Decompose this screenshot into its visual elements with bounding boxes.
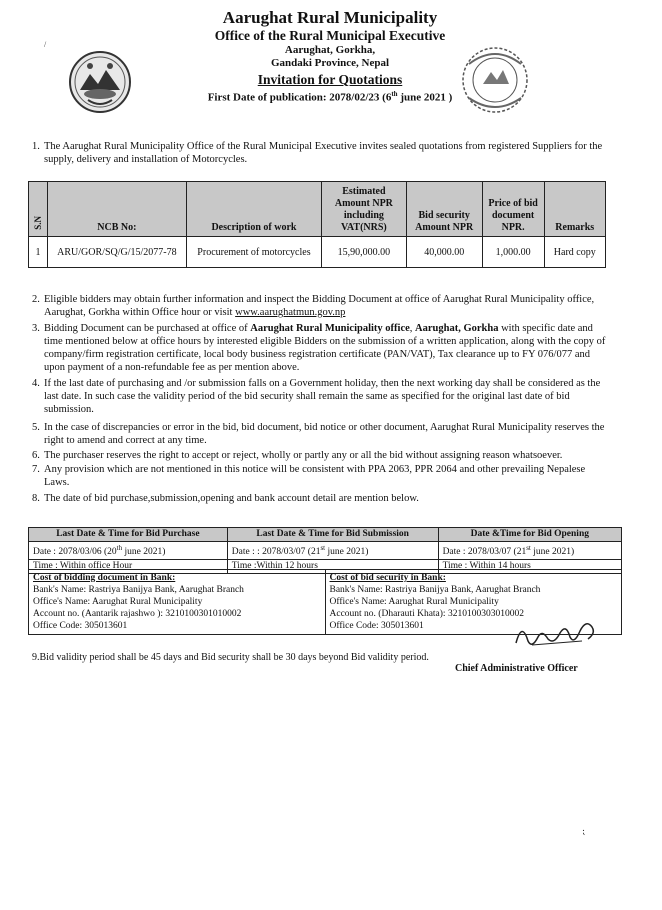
publication-date: First Date of publication: 2078/02/23 (6th june 2021 ) xyxy=(207,90,453,104)
price-header: Price of bid document NPR. xyxy=(482,182,544,237)
notice-item-2: 2. Eligible bidders may obtain further information and inspect the Bidding Document at office of Aarughat Rural Municipality office, Aarughat, Gorkha within Office hour or visit www.aarughatmun.gov.np xyxy=(32,294,595,318)
notice-item-6: 6. The purchaser reserves the right to accept or reject, wholly or partly any or all the bid without assigning reason whatsoever. xyxy=(32,450,563,461)
table-header-row xyxy=(29,182,606,237)
notice-item-1: 1. The Aarughat Rural Municipality Office of the Rural Municipal Executive invites sealed quotations from registered Suppliers for the supply, delivery and installation of Motorcycles. xyxy=(32,140,612,166)
remarks-cell: Hard copy xyxy=(544,237,606,268)
stray-mark: / xyxy=(44,40,47,49)
nepal-emblem-icon xyxy=(68,50,132,114)
validity-note: 9.Bid validity period shall be 45 days and Bid security shall be 30 days beyond Bid validity period. xyxy=(32,652,429,663)
table-row xyxy=(29,237,606,268)
ncb-header: NCB No: xyxy=(48,182,187,237)
opening-header: Date &Time for Bid Opening xyxy=(438,528,621,542)
address-line-2: Gandaki Province, Nepal xyxy=(270,57,390,69)
sn-cell: 1 xyxy=(29,237,48,268)
purchase-date: Date : 2078/03/06 (20th june 2021) xyxy=(29,542,228,560)
description-cell: Procurement of motorcycles xyxy=(186,237,321,268)
office-name: Office of the Rural Municipal Executive xyxy=(214,28,446,43)
official-seal-icon xyxy=(455,40,535,120)
notice-item-3: 3. Bidding Document can be purchased at office of Aarughat Rural Municipality office, Aarughat, Gorkha with specific date and time mentioned below at office hours by interested eligible Bidders on the submission of a written application, along with the copy of company/firm registration certificate, local body business registration certificate (PAN/VAT), Tax clearance up to FY 076/077 and upon payment of a non-refundable fee as per mention above. xyxy=(32,323,606,373)
security-header: Bid security Amount NPR xyxy=(406,182,482,237)
stray-mark: ⁏ xyxy=(582,826,586,836)
notice-item-text: The Aarughat Rural Municipality Office of the Rural Municipal Executive invites sealed quotations from registered Suppliers for the supply, delivery and installation of Motorcycles. xyxy=(44,141,603,165)
sn-header: S.N xyxy=(29,182,48,237)
opening-time: Time : Within 14 hours xyxy=(438,560,621,574)
submission-header: Last Date & Time for Bid Submission xyxy=(227,528,438,542)
dates-header-row xyxy=(29,528,622,542)
website-link[interactable]: www.aarughatmun.gov.np xyxy=(235,307,346,318)
submission-time: Time :Within 12 hours xyxy=(227,560,438,574)
municipality-name: Aarughat Rural Municipality xyxy=(222,8,438,27)
notice-item-8: 8. The date of bid purchase,submission,opening and bank account detail are mention below. xyxy=(32,493,419,504)
dates-row xyxy=(29,542,622,560)
notice-title: Invitation for Quotations xyxy=(257,72,403,87)
bid-dates-table xyxy=(28,527,622,574)
bidding-document-bank: Cost of bidding document in Bank: Bank's Name: Rastriya Banijya Bank, Aarughat Branch Office's Name: Aarughat Rural Municipality Account no. (Aantarik rajashwo ): 3210100301010002 Office Code: 305013601 xyxy=(29,570,326,635)
notice-item-7: 7. Any provision which are not mentioned in this notice will be consistent with PPA 2063, PPR 2064 and other prevailing Nepalese Laws. xyxy=(32,464,586,488)
bid-security-bank: Cost of bid security in Bank: Bank's Name: Rastriya Banijya Bank, Aarughat Branch Office's Name: Aarughat Rural Municipality Account no. (Dharauti Khata): 3210100303010002 Office Code: 305013601 xyxy=(325,570,622,635)
opening-date: Date : 2078/03/07 (21st june 2021) xyxy=(438,542,621,560)
purchase-time: Time : Within office Hour xyxy=(29,560,228,574)
submission-date: Date : : 2078/03/07 (21st june 2021) xyxy=(227,542,438,560)
remarks-header: Remarks xyxy=(544,182,606,237)
purchase-header: Last Date & Time for Bid Purchase xyxy=(29,528,228,542)
quotation-table xyxy=(28,181,606,268)
description-header: Description of work xyxy=(186,182,321,237)
security-cell: 40,000.00 xyxy=(406,237,482,268)
amount-cell: 15,90,000.00 xyxy=(322,237,407,268)
amount-header: Estimated Amount NPR including VAT(NRS) xyxy=(322,182,407,237)
notice-item-4: 4. If the last date of purchasing and /or submission falls on a Government holiday, then the next working day shall be considered as the last date. In such case the validity period of the bid security shall remain the same as specified for the original last date of bid submission. xyxy=(32,378,601,415)
notice-item-5: 5. In the case of discrepancies or error in the bid, bid document, bid notice or other document, Aarughat Rural Municipality reserves the right to amend and correct at any time. xyxy=(32,422,605,446)
price-cell: 1,000.00 xyxy=(482,237,544,268)
signatory-title: Chief Administrative Officer xyxy=(455,663,578,674)
ncb-cell: ARU/GOR/SQ/G/15/2077-78 xyxy=(48,237,187,268)
signature-icon xyxy=(512,615,602,651)
address-line-1: Aarughat, Gorkha, xyxy=(284,44,376,56)
